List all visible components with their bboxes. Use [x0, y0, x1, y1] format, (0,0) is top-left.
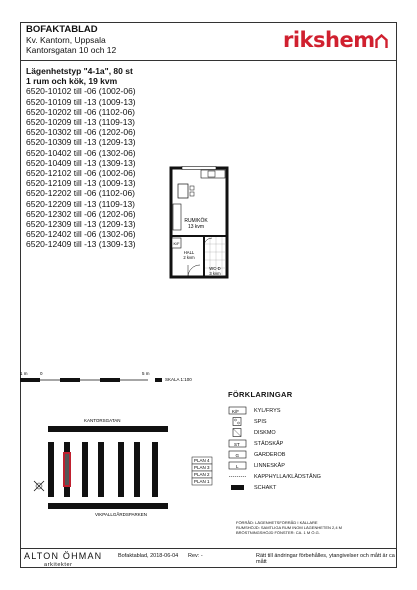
north-arrow-icon [34, 481, 44, 491]
linen-closet-icon [228, 461, 247, 470]
legend-text: SCHAKT [254, 484, 277, 491]
legend-text: LINNESKÅP [254, 462, 285, 469]
scale-label: SKALA 1:100 [165, 377, 192, 382]
unit-range: 6520-10109 till -13 (1009-13) [26, 96, 136, 107]
svg-text:ST: ST [234, 441, 240, 447]
legend-item [228, 438, 321, 449]
header-block [26, 25, 116, 55]
shaft-icon [228, 483, 247, 492]
apartment-info [26, 66, 136, 250]
legend [228, 390, 321, 493]
chair [190, 192, 194, 196]
kf-label: K/F [173, 242, 180, 246]
unit-range: 6520-10102 till -06 (1002-06) [26, 86, 136, 97]
building [48, 426, 168, 432]
legend-item [228, 449, 321, 460]
sheet-title: BOFAKTABLAD [26, 24, 98, 35]
site-plan [26, 412, 226, 522]
wc-label: WC-D [209, 266, 221, 271]
unit-range: 6520-10202 till -06 (1102-06) [26, 106, 135, 117]
legend-item [228, 427, 321, 438]
unit-range: 6520-12202 till -06 (1102-06) [26, 188, 135, 199]
scale-segment [20, 378, 40, 382]
header-separator [20, 60, 397, 61]
plan-label: PLAN 3 [194, 465, 210, 470]
table [178, 184, 188, 198]
legend-heading: FÖRKLARINGAR [228, 390, 293, 399]
chair [190, 186, 194, 190]
unit-range: 6520-10209 till -13 (1109-13) [26, 117, 135, 128]
plan-label: PLAN 4 [194, 458, 210, 463]
revision: Rev: - [188, 553, 203, 559]
notes [236, 520, 396, 535]
stove-icon [228, 417, 247, 426]
area-name: Kv. Kantorn, Uppsala [26, 35, 106, 45]
unit-range: 6520-10309 till -13 (1209-13) [26, 137, 136, 148]
company-subtitle: arkitekter [44, 562, 73, 568]
apartment-size: 1 rum och kök, 19 kvm [26, 76, 118, 87]
scale-0: 0 [40, 371, 43, 376]
rikshem-logo [283, 28, 388, 52]
disclaimer: Rätt till ändringar förbehålles, ytangivelser och mått är ca mått [256, 553, 395, 565]
coat-rack-icon [228, 472, 247, 481]
window [182, 167, 216, 170]
scale-bar [20, 369, 397, 385]
legend-item [228, 482, 321, 493]
legend-text: SPIS [254, 418, 267, 425]
note-ceiling: RUMSHÖJD: SAMTLIGA RUM INOM LÄGENHETEN 2,4 M [236, 525, 343, 530]
unit-list [26, 86, 136, 249]
company-name: ALTON ÖHMAN [24, 551, 103, 561]
unit-range: 6520-10402 till -06 (1302-06) [26, 147, 136, 158]
unit-range: 6520-10409 till -13 (1309-13) [26, 157, 136, 168]
unit-range: 6520-12109 till -13 (1009-13) [26, 178, 136, 189]
legend-text: KYL/FRYS [254, 407, 281, 414]
scale-segment [60, 378, 80, 382]
legend-text: GARDEROB [254, 451, 286, 458]
scale-segment [155, 378, 162, 382]
plan-label: PLAN 1 [194, 479, 210, 484]
note-window: BRÖSTNINGSHÖJD FÖNSTER: CA. 1 M Ö.G. [236, 530, 320, 535]
street-top: KANTORSGATAN [84, 418, 121, 423]
unit-range: 6520-12409 till -13 (1309-13) [26, 239, 136, 250]
hall-area: 2 kvm [183, 255, 195, 260]
kf-icon [228, 406, 247, 415]
sheet-date: Bofaktablad, 2018-06-04 [118, 553, 179, 559]
legend-text: DISKMO [254, 429, 276, 436]
bed [173, 204, 181, 230]
svg-text:G: G [235, 452, 240, 458]
wc-door [204, 238, 212, 246]
dishwasher-icon [228, 428, 247, 437]
unit-range: 6520-12402 till -06 (1302-06) [26, 229, 136, 240]
cleaning-closet-icon [228, 439, 247, 448]
apartment-type: Lägenhetstyp "4-1a", 80 st [26, 66, 133, 76]
legend-item [228, 460, 321, 471]
plan-stack [192, 457, 212, 485]
svg-text:L: L [236, 463, 239, 469]
unit-range: 6520-10302 till -06 (1202-06) [26, 127, 136, 138]
floor-plan [168, 166, 248, 281]
legend-item [228, 471, 321, 482]
unit-range: 6520-12102 till -06 (1002-06) [26, 168, 136, 179]
unit-range: 6520-12309 till -13 (1209-13) [26, 219, 136, 230]
note-storage: FÖRRÅD: LÄGENHETSFÖRRÅD I KÄLLARE [236, 520, 318, 525]
building [48, 503, 168, 509]
wardrobe-icon [228, 450, 247, 459]
hall-label: HALL [183, 250, 195, 255]
entrance-door [188, 265, 200, 277]
plan-label: PLAN 2 [194, 472, 210, 477]
legend-text: KAPPHYLLA/KLÄDSTÅNG [254, 473, 321, 480]
address: Kantorsgatan 10 och 12 [26, 45, 117, 55]
logo-house-icon [375, 34, 388, 48]
street-bottom: VIKPALLGÅRDSPARKEN [94, 512, 148, 517]
logo-text: rikshem [283, 28, 375, 52]
legend-item [228, 416, 321, 427]
footer [20, 548, 397, 568]
scale-5m: 5 m [142, 371, 150, 376]
room-area: 13 kvm [187, 224, 205, 230]
svg-text:K/F: K/F [232, 408, 240, 414]
legend-item [228, 405, 321, 416]
scale-segment [100, 378, 120, 382]
unit-range: 6520-12302 till -06 (1202-06) [26, 208, 136, 219]
sink [208, 171, 215, 177]
wc-area: 3 kvm [209, 271, 221, 276]
room-label: RUM/KÖK [184, 218, 208, 224]
scale-1m: 1 m [20, 371, 28, 376]
legend-text: STÄDSKÅP [254, 440, 284, 447]
unit-range: 6520-12209 till -13 (1109-13) [26, 198, 135, 209]
